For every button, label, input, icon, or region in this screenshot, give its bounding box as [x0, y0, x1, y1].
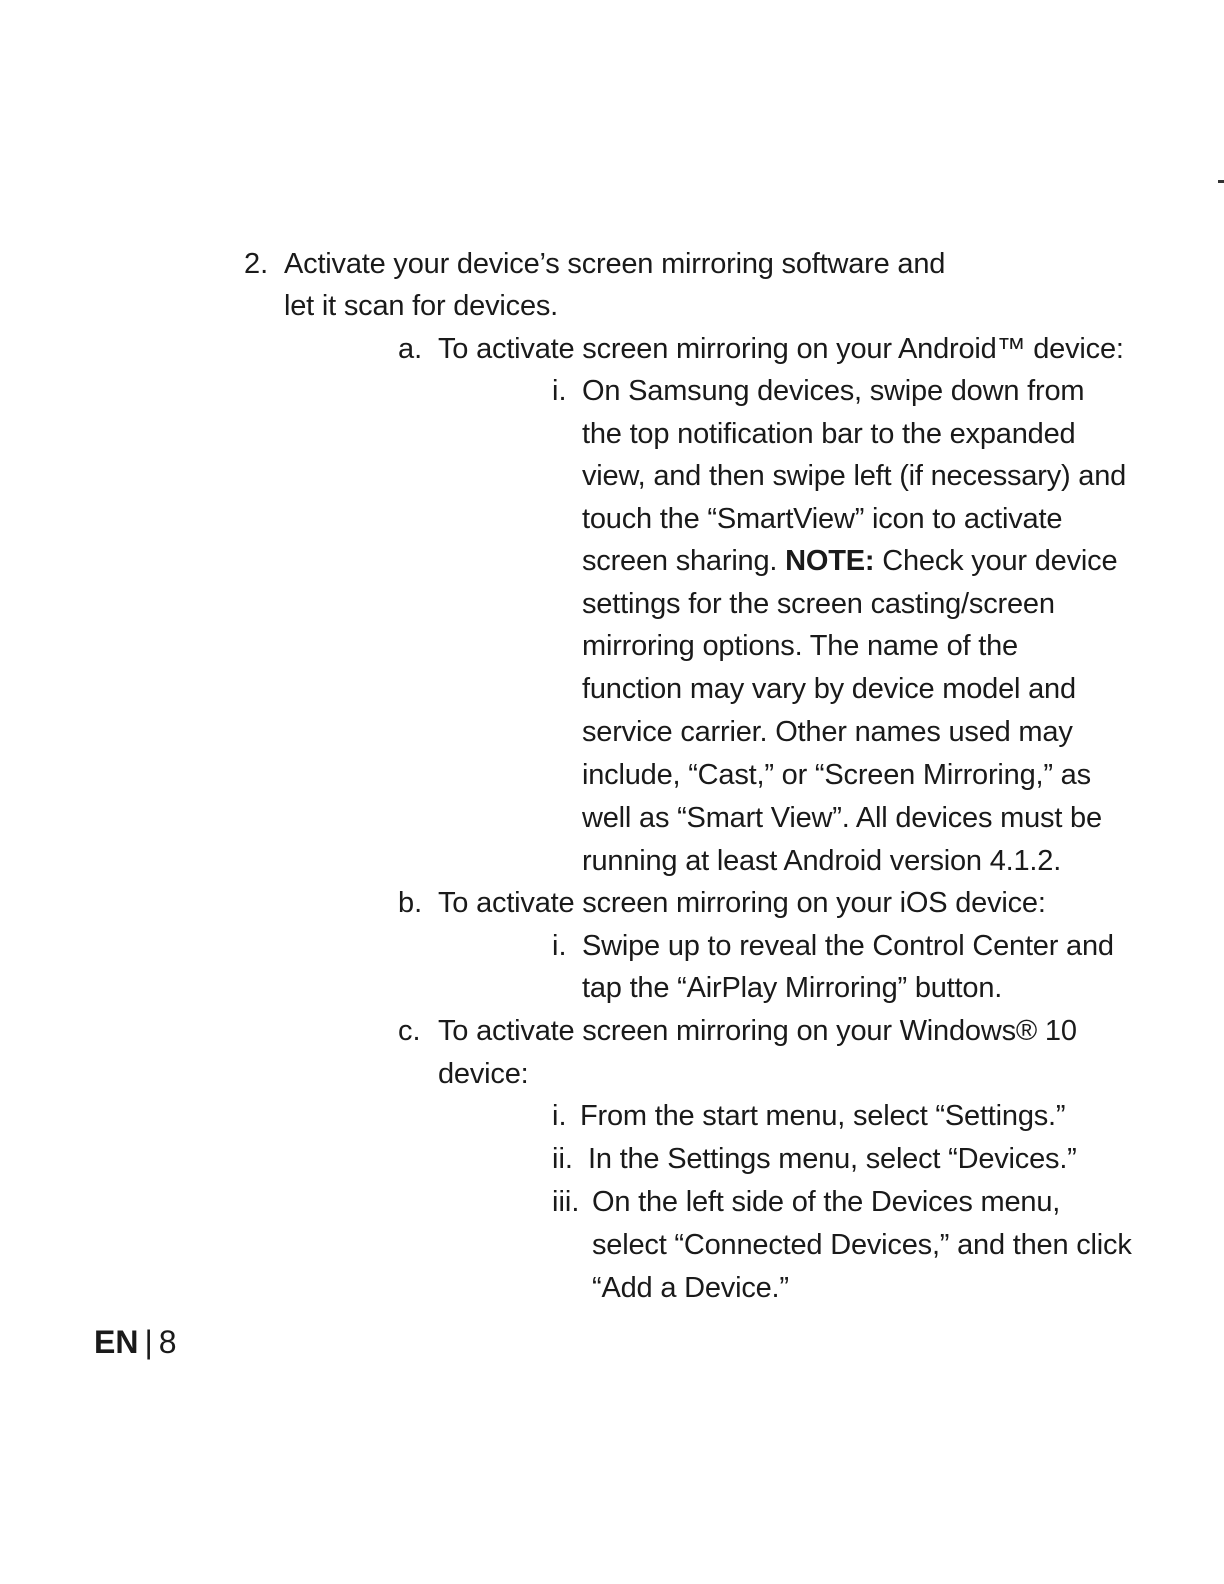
sub-step-a-item-i-line-8: function may vary by device model and: [582, 673, 1076, 705]
sub-step-b-item-i-line-1: Swipe up to reveal the Control Center and: [582, 930, 1114, 962]
step-2-line-2: let it scan for devices.: [284, 290, 559, 322]
sub-step-a-item-i-line-7: mirroring options. The name of the: [582, 630, 1018, 662]
sub-step-c-line-2: device:: [438, 1058, 529, 1090]
sub-step-c-marker: c.: [398, 1015, 421, 1047]
page-footer: [94, 1320, 177, 1364]
sub-step-a-item-i-line-12: running at least Android version 4.1.2.: [582, 845, 1062, 877]
sub-step-c-item-i-marker: i.: [552, 1100, 567, 1132]
sub-step-a-item-i-line-1: On Samsung devices, swipe down from: [582, 375, 1085, 407]
sub-step-c-item-iii-line-1: On the left side of the Devices menu,: [592, 1186, 1061, 1218]
sub-step-a-item-i-line-3: view, and then swipe left (if necessary) and: [582, 460, 1127, 492]
sub-step-a-item-i-line-9: service carrier. Other names used may: [582, 716, 1073, 748]
step-2-marker: 2.: [244, 248, 269, 280]
sub-step-b-line-1: To activate screen mirroring on your iOS device:: [438, 887, 1046, 919]
sub-step-a-item-i-line-11: well as “Smart View”. All devices must be: [582, 802, 1102, 834]
sub-step-a-item-i-line-10: include, “Cast,” or “Screen Mirroring,” as: [582, 759, 1091, 791]
sub-step-a-item-i-line-5: [582, 540, 1117, 583]
sub-step-c-item-i-line-1: From the start menu, select “Settings.”: [580, 1100, 1066, 1132]
sub-step-a-line-1: To activate screen mirroring on your Android™ device:: [438, 333, 1124, 365]
page-number: 8: [158, 1324, 177, 1360]
sub-step-c-item-ii-line-1: In the Settings menu, select “Devices.”: [588, 1143, 1077, 1175]
sub-step-c-item-iii-line-3: “Add a Device.”: [592, 1272, 789, 1304]
sub-step-b-item-i-marker: i.: [552, 930, 567, 962]
step-2-line-1: Activate your device’s screen mirroring software and: [284, 248, 946, 280]
sub-step-c-line-1: To activate screen mirroring on your Windows® 10: [438, 1015, 1077, 1047]
sub-step-a-item-i-line-2: the top notification bar to the expanded: [582, 418, 1076, 450]
scan-mark: [1218, 180, 1224, 183]
sub-step-b-marker: b.: [398, 887, 423, 919]
sub-step-c-item-iii-line-2: select “Connected Devices,” and then click: [592, 1229, 1132, 1261]
footer-separator: |: [144, 1324, 153, 1360]
note-label: NOTE:: [785, 545, 875, 577]
sub-step-c-item-ii-marker: ii.: [552, 1143, 573, 1175]
sub-step-b-item-i-line-2: tap the “AirPlay Mirroring” button.: [582, 972, 1003, 1004]
language-code: EN: [94, 1324, 139, 1360]
sub-step-a-item-i-line-4: touch the “SmartView” icon to activate: [582, 503, 1063, 535]
sub-step-a-item-i-marker: i.: [552, 375, 567, 407]
sub-step-a-item-i-line-6: settings for the screen casting/screen: [582, 588, 1055, 620]
line-5-pre: screen sharing.: [582, 545, 786, 577]
line-5-post: Check your device: [874, 545, 1118, 577]
sub-step-a-marker: a.: [398, 333, 423, 365]
sub-step-c-item-iii-marker: iii.: [552, 1186, 580, 1218]
